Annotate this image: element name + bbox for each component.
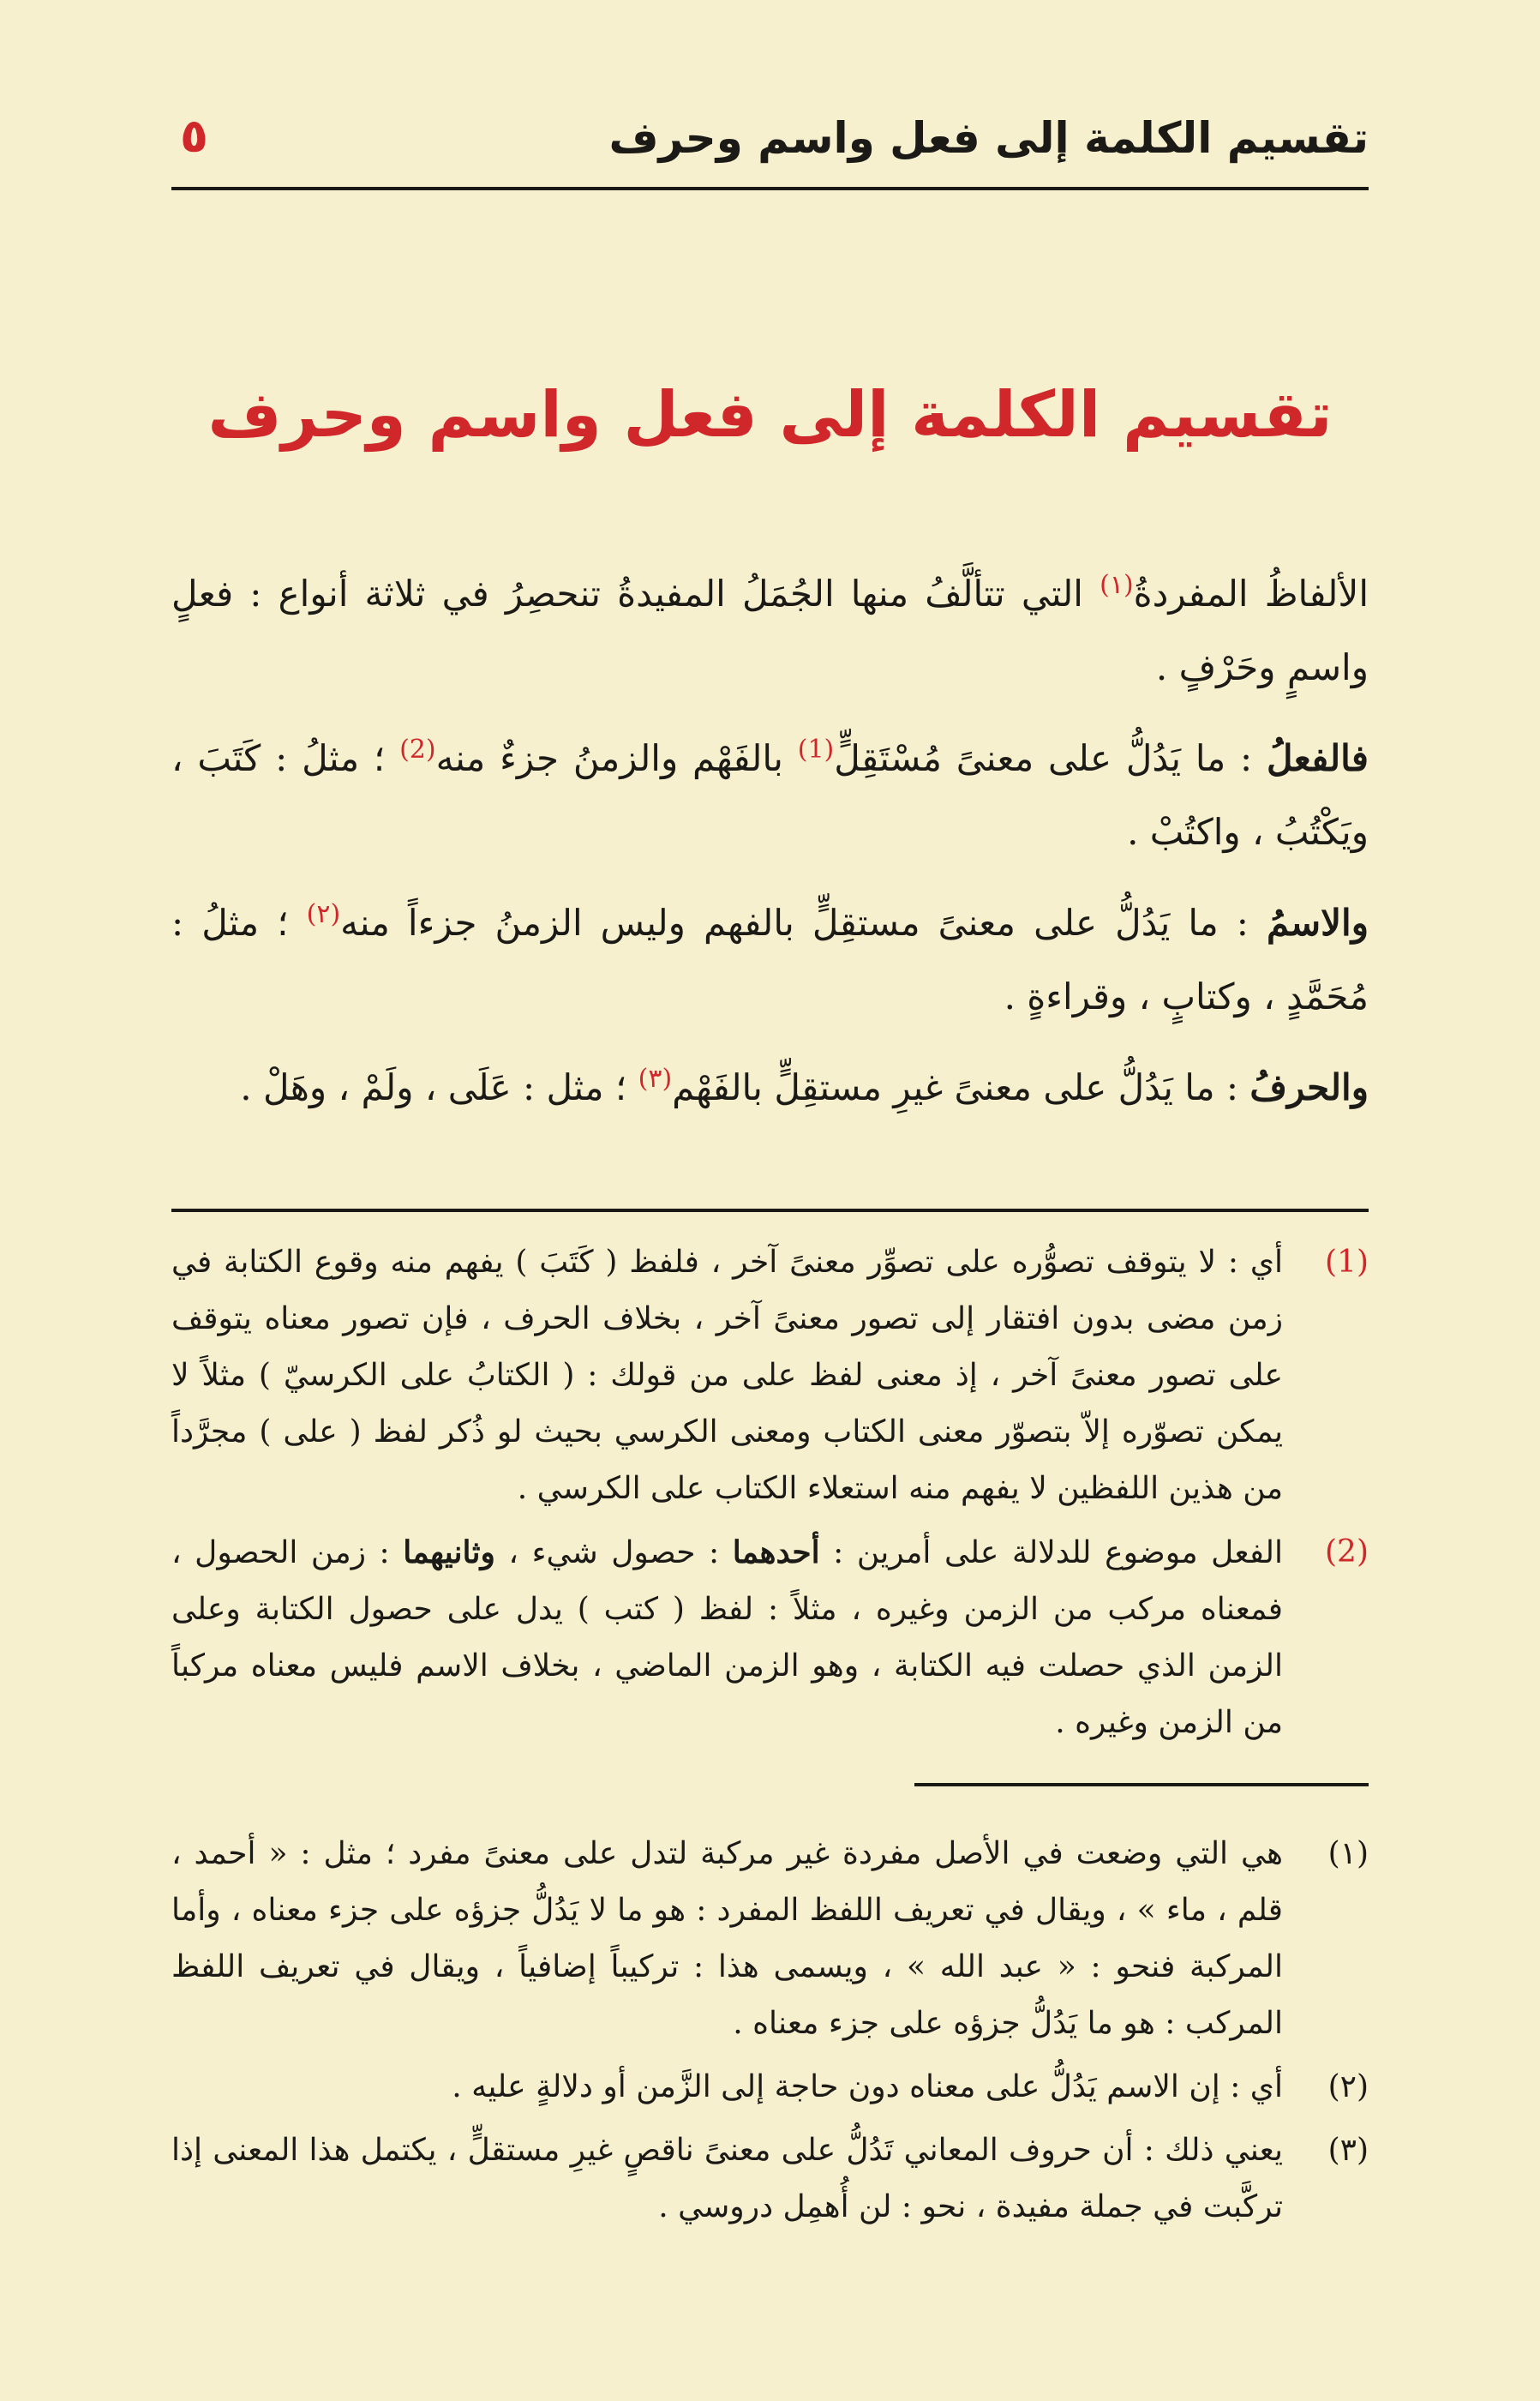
term-particle: والحرفُ xyxy=(1249,1066,1369,1108)
footnote-number: (٣) xyxy=(1327,2133,1369,2168)
footnote-text: أي : لا يتوقف تصوُّره على تصوِّر معنىً آخر ، فلفظ ( كَتَبَ ) يفهم منه وقوع الكتابة في زمن مضى بدون افتقار إلى تصور معنىً آخر ، بخلاف الحرف ، فإن تصور معناه يتوقف على تصور معنىً آخر ، إذ معنى لفظ على من قولك : ( الكتابُ على الكرسيّ ) مثلاً لا يمكن تصوّره إلاّ بتصوّر معنى الكتاب ومعنى الكرسي بحيث لو ذُكر لفظ ( على ) مجرَّداً من هذين اللفظين لا يفهم منه استعلاء الكتاب على الكرسي . xyxy=(171,1245,1283,1506)
footnote-bold: وثانيهما xyxy=(403,1534,495,1570)
editor-footnotes xyxy=(171,1234,1369,1758)
footnote-divider-short xyxy=(914,1783,1369,1786)
footnote-text: أي : إن الاسم يَدُلُّ على معناه دون حاجة إلى الزَّمن أو دلالةٍ عليه . xyxy=(452,2069,1283,2104)
paragraph-noun xyxy=(171,886,1369,1034)
footnote-text: هي التي وضعت في الأصل مفردة غير مركبة لتدل على معنىً مفرد ؛ مثل : « أحمد ، قلم ، ماء » ، ويقال في تعريف اللفظ المفرد : هو ما لا يَدُلُّ جزؤه على جزء معناه ، وأما المركبة فنحو : « عبد الله » ، ويسمى هذا : تركيباً إضافياً ، ويقال في تعريف اللفظ المركب : هو ما يَدُلُّ جزؤه على جزء معناه . xyxy=(171,1836,1283,2041)
text-span: الألفاظُ المفردةُ xyxy=(1133,573,1369,615)
running-header-title: تقسيم الكلمة إلى فعل واسم وحرف xyxy=(608,113,1369,163)
chapter-title: تقسيم الكلمة إلى فعل واسم وحرف xyxy=(207,378,1333,452)
footnote-number: (2) xyxy=(1325,1534,1369,1570)
footnote-number: (1) xyxy=(1325,1245,1369,1280)
footnote-ref: (١) xyxy=(1100,570,1134,600)
text-span: : ما يَدُلُّ على معنىً غيرِ مستقِلٍّ بالفَهْم xyxy=(672,1066,1250,1108)
footnote-text: يعني ذلك : أن حروف المعاني تَدُلُّ على معنىً ناقصٍ غيرِ مستقلٍّ ، يكتمل هذا المعنى إذا تركَّبت في جملة مفيدة ، نحو : لن أُهمِل دروسي . xyxy=(171,2133,1283,2224)
footnote-text: : زمن الحصول ، فمعناه مركب من الزمن وغيره ، مثلاً : لفظ ( كتب ) يدل على حصول الكتابة وعلى الزمن الذي حصلت فيه الكتابة ، وهو الزمن الماضي ، بخلاف الاسم فليس معناه مركباً من الزمن وغيره . xyxy=(171,1535,1283,1740)
paragraph-intro xyxy=(171,557,1369,705)
footnote xyxy=(171,1826,1369,2052)
paragraph-verb xyxy=(171,722,1369,869)
footnote-ref: (1) xyxy=(797,735,835,765)
footnote-ref: (٢) xyxy=(306,899,341,929)
footnote-text: الفعل موضوع للدلالة على أمرين : xyxy=(819,1535,1283,1570)
text-span: : ما يَدُلُّ على معنىً مُسْتَقِلٍّ xyxy=(834,737,1267,779)
text-span: التي تتألَّفُ منها الجُمَلُ المفيدةُ تنحصِرُ في ثلاثة أنواع : فعلٍ واسمٍ وحَرْفٍ . xyxy=(171,573,1369,688)
author-footnotes xyxy=(171,1826,1369,2242)
term-verb: فالفعلُ xyxy=(1267,737,1369,779)
term-noun: والاسمُ xyxy=(1266,902,1369,944)
footnote-number: (١) xyxy=(1327,1836,1369,1871)
text-span: : ما يَدُلُّ على معنىً مستقِلٍّ بالفهم وليس الزمنُ جزءاً منه xyxy=(340,902,1267,944)
footnote xyxy=(171,1234,1369,1517)
paragraph-particle xyxy=(171,1051,1369,1125)
footnote-ref: (٣) xyxy=(638,1064,673,1094)
footnote xyxy=(171,1524,1369,1751)
footnote-bold: أحدهما xyxy=(732,1534,820,1570)
text-span: ؛ مثلُ : مُحَمَّدٍ ، وكتابٍ ، وقراءةٍ . xyxy=(171,902,1369,1017)
text-span: بالفَهْم والزمنُ جزءٌ منه xyxy=(435,737,798,779)
footnote xyxy=(171,2122,1369,2236)
footnote xyxy=(171,2059,1369,2116)
main-text xyxy=(171,557,1369,1142)
text-span: ؛ مثلُ : كَتَبَ ، ويَكْتُبُ ، واكتُبْ . xyxy=(171,737,1369,853)
footnote-text: : حصول شيء ، xyxy=(494,1535,733,1570)
footnote-number: (٢) xyxy=(1327,2069,1369,2104)
text-span: ؛ مثل : عَلَى ، ولَمْ ، وهَلْ . xyxy=(240,1066,638,1108)
running-header xyxy=(171,110,1369,190)
footnote-divider xyxy=(171,1209,1369,1212)
page-number: ٥ xyxy=(180,109,208,163)
footnote-ref: (2) xyxy=(399,735,436,765)
